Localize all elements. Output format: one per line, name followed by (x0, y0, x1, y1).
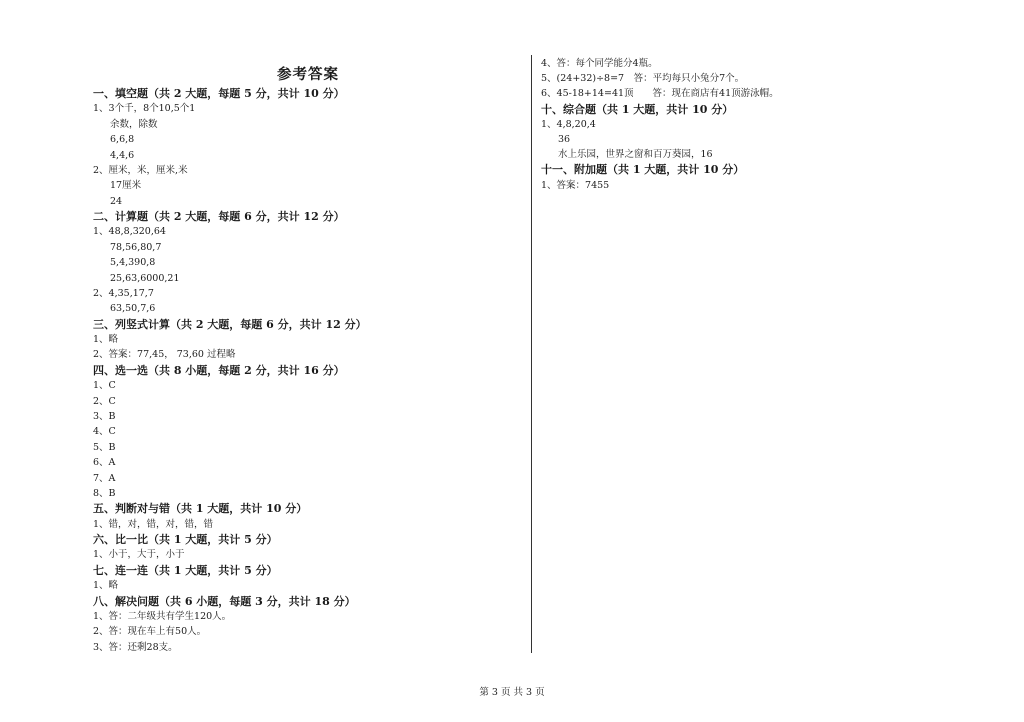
answer-line: 6、45-18+14=41顶 答：现在商店有41顶游泳帽。 (541, 88, 779, 100)
answer-line: 63,50,7,6 (110, 303, 156, 315)
answer-line: 2、答：现在车上有50人。 (93, 626, 207, 638)
section-heading: 一、填空题（共 2 大题，每题 5 分，共计 10 分） (93, 87, 345, 100)
answer-line: 4,4,6 (110, 149, 135, 161)
answer-line: 余数，除数 (110, 118, 158, 130)
answer-line: 17厘米 (110, 180, 142, 192)
answer-line: 1、错，对，错，对，错，错 (93, 518, 214, 530)
section-heading: 十、综合题（共 1 大题，共计 10 分） (541, 102, 734, 116)
answer-line: 7、A (93, 472, 116, 484)
answer-line: 8、B (93, 487, 116, 499)
answer-line: 2、厘米，米，厘米,米 (93, 164, 188, 176)
answer-line: 1、略 (93, 334, 119, 346)
answer-line: 4、答：每个同学能分4瓶。 (541, 58, 658, 69)
answer-line: 3、B (93, 410, 116, 422)
answer-line: 5,4,390,8 (110, 257, 156, 269)
answer-line: 3、答：还剩28支。 (93, 641, 178, 653)
page-title: 参考答案 (277, 66, 339, 83)
section-heading: 八、解决问题（共 6 小题，每题 3 分，共计 18 分） (93, 594, 356, 608)
answer-line: 1、答：二年级共有学生120人。 (93, 610, 232, 622)
section-heading: 二、计算题（共 2 大题，每题 6 分，共计 12 分） (93, 210, 345, 224)
page-footer: 第 3 页 共 3 页 (479, 687, 545, 698)
answer-line: 36 (558, 134, 571, 145)
answer-line: 2、C (93, 395, 116, 407)
answer-line: 1、48,8,320,64 (93, 226, 166, 238)
section-heading: 四、选一选（共 8 小题，每题 2 分，共计 16 分） (93, 363, 345, 377)
answer-line: 1、答案：7455 (541, 179, 610, 191)
section-heading: 七、连一连（共 1 大题，共计 5 分） (93, 563, 278, 577)
answer-line: 2、4,35,17,7 (93, 287, 154, 299)
answer-line: 1、小于，大于，小于 (93, 549, 185, 561)
answer-line: 6,6,8 (110, 134, 135, 146)
answer-line: 6、A (93, 457, 116, 469)
section-heading: 三、列竖式计算（共 2 大题，每题 6 分，共计 12 分） (93, 317, 367, 331)
answer-line: 1、略 (93, 580, 119, 592)
answer-line: 25,63,6000,21 (110, 272, 180, 284)
answer-line: 1、3个千，8个10,5个1 (93, 103, 196, 115)
answer-line: 78,56,80,7 (110, 241, 162, 253)
answer-line: 5、B (93, 441, 116, 453)
answer-line: 2、答案：77,45， 73,60 过程略 (93, 349, 236, 361)
answer-line: 1、C (93, 380, 116, 392)
answer-line: 水上乐园，世界之窗和百万葵园，16 (558, 149, 713, 161)
answer-line: 24 (110, 195, 123, 207)
answer-line: 4、C (93, 426, 116, 438)
section-heading: 六、比一比（共 1 大题，共计 5 分） (93, 533, 278, 547)
answer-line: 5、(24+32)÷8=7 答：平均每只小兔分7个。 (541, 73, 745, 85)
answer-line: 1、4,8,20,4 (541, 118, 596, 130)
column-divider (531, 55, 532, 653)
section-heading: 十一、附加题（共 1 大题，共计 10 分） (541, 163, 745, 177)
section-heading: 五、判断对与错（共 1 大题，共计 10 分） (93, 502, 308, 516)
